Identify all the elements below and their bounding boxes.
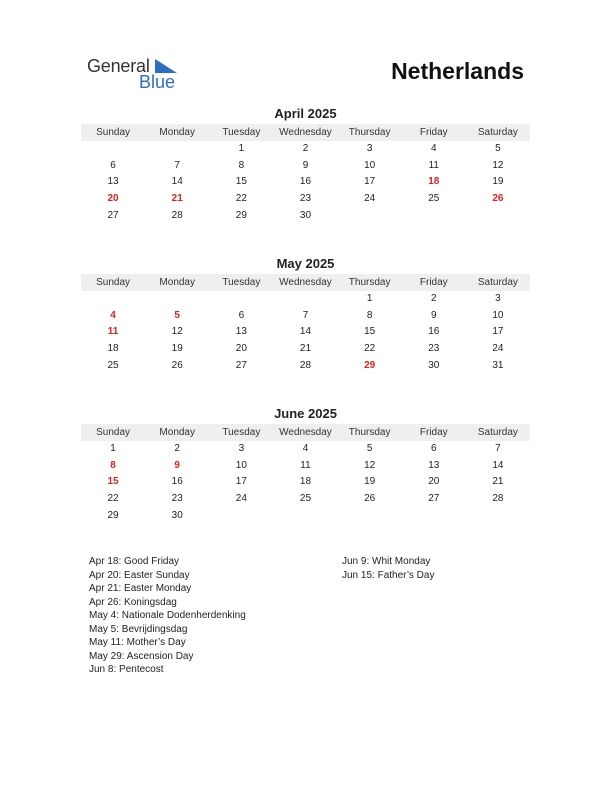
weekday-label: Friday: [419, 127, 448, 138]
day-cell: 17: [235, 476, 247, 488]
day-cell: 9: [302, 159, 309, 171]
day-cell: 16: [171, 476, 183, 488]
holiday-day-cell: 11: [107, 326, 119, 338]
month-calendar: [81, 106, 530, 224]
day-cell: 24: [492, 343, 504, 355]
holiday-day-cell: 9: [174, 459, 180, 471]
week-row: [81, 158, 530, 175]
week-row: [81, 491, 530, 508]
week-row: [81, 341, 530, 358]
day-cell: 2: [174, 443, 180, 454]
week-row: [81, 458, 530, 475]
day-cell: 18: [107, 343, 119, 355]
day-cell: [338, 208, 402, 225]
day-cell: [209, 291, 273, 308]
day-cell: 8: [366, 309, 373, 321]
day-cell: 24: [235, 493, 247, 505]
day-cell: 6: [110, 159, 116, 171]
day-cell: 28: [171, 209, 183, 221]
day-cell: [273, 291, 337, 308]
day-cell: 30: [299, 209, 312, 221]
day-cell: 28: [299, 359, 312, 371]
day-cell: 3: [238, 443, 245, 454]
day-cell: 23: [299, 193, 312, 205]
weekday-label: Sunday: [96, 427, 131, 438]
holiday-list-item: May 5: Bevrijdingsdag: [89, 623, 188, 635]
day-cell: 27: [428, 493, 440, 505]
weekday-label: Thursday: [348, 127, 391, 138]
week-row: [81, 191, 530, 208]
logo-text-blue: Blue: [139, 72, 176, 92]
country-title: Netherlands: [391, 58, 524, 84]
day-cell: 29: [107, 509, 119, 521]
day-cell: 23: [428, 343, 440, 355]
day-cell: 23: [171, 493, 183, 505]
holiday-list-item: Apr 21: Easter Monday: [89, 583, 192, 594]
day-cell: 10: [235, 459, 247, 471]
holiday-list-item: May 29: Ascension Day: [89, 650, 194, 662]
day-cell: 11: [300, 459, 311, 471]
week-row: [81, 141, 530, 158]
week-row: [81, 324, 530, 341]
day-cell: [402, 208, 466, 225]
day-cell: 1: [366, 293, 373, 304]
holiday-day-cell: 20: [107, 193, 119, 205]
day-cell: 16: [299, 176, 312, 188]
day-cell: [273, 508, 337, 525]
day-cell: 30: [171, 509, 183, 521]
day-cell: 9: [430, 309, 437, 321]
day-cell: 15: [235, 176, 247, 188]
holiday-list-item: Apr 18: Good Friday: [89, 556, 180, 567]
holiday-day-cell: 21: [171, 193, 183, 205]
weekday-label: Friday: [419, 277, 448, 288]
week-row: [81, 358, 530, 375]
weekday-label: Wednesday: [279, 277, 332, 288]
weekday-label: Tuesday: [222, 127, 261, 138]
day-cell: 7: [495, 443, 501, 454]
day-cell: 7: [302, 309, 309, 321]
holiday-list-item: Apr 26: Koningsdag: [89, 596, 177, 608]
holiday-day-cell: 18: [428, 176, 440, 188]
day-cell: 12: [492, 159, 504, 171]
holiday-list-item: May 4: Nationale Dodenherdenking: [89, 610, 246, 621]
day-cell: 6: [238, 309, 245, 321]
day-cell: [145, 141, 209, 158]
holiday-list-item: Jun 15: Father’s Day: [342, 569, 435, 581]
weekday-header: [81, 274, 530, 291]
weekday-label: Monday: [159, 277, 195, 288]
week-row: [81, 441, 530, 458]
weekday-label: Thursday: [348, 427, 391, 438]
day-cell: 29: [235, 209, 247, 221]
week-row: [81, 208, 530, 225]
day-cell: 28: [492, 493, 504, 505]
logo-text-general: General: [87, 56, 150, 76]
weekday-label: Wednesday: [279, 427, 332, 438]
day-cell: 2: [302, 143, 309, 154]
day-cell: 15: [364, 326, 376, 338]
month-title: May 2025: [276, 256, 335, 271]
weekday-label: Thursday: [348, 277, 391, 288]
day-cell: 17: [492, 326, 504, 338]
day-cell: 3: [495, 293, 501, 304]
day-cell: 25: [107, 359, 119, 371]
holiday-day-cell: 5: [174, 309, 180, 321]
weekday-label: Friday: [419, 427, 448, 438]
day-cell: [209, 508, 273, 525]
week-row: [81, 308, 530, 325]
day-cell: 19: [492, 176, 504, 188]
week-row: [81, 474, 530, 491]
day-cell: 22: [364, 343, 376, 355]
day-cell: 6: [430, 443, 437, 454]
weekday-label: Sunday: [96, 127, 131, 138]
day-cell: 13: [235, 326, 247, 338]
weekday-label: Saturday: [477, 427, 518, 438]
holiday-day-cell: 29: [364, 359, 376, 371]
day-cell: 21: [492, 476, 504, 488]
day-cell: 14: [492, 459, 504, 471]
day-cell: 5: [495, 143, 501, 154]
holiday-day-cell: 26: [492, 193, 504, 205]
day-cell: 20: [235, 343, 247, 355]
holiday-list-item: Apr 20: Easter Sunday: [89, 569, 190, 581]
day-cell: 30: [428, 359, 440, 371]
day-cell: 12: [364, 459, 376, 471]
week-row: [81, 174, 530, 191]
day-cell: 13: [428, 459, 440, 471]
month-title: June 2025: [274, 406, 337, 421]
day-cell: 4: [430, 143, 437, 154]
day-cell: [466, 508, 530, 525]
weekday-label: Saturday: [477, 127, 518, 138]
holiday-list-item: Jun 8: Pentecost: [89, 664, 164, 675]
weekday-label: Sunday: [96, 277, 131, 288]
day-cell: 25: [299, 493, 312, 505]
weekday-label: Wednesday: [279, 127, 332, 138]
day-cell: 3: [366, 143, 373, 154]
day-cell: 21: [299, 343, 312, 355]
day-cell: 20: [428, 476, 440, 488]
holiday-list-item: May 11: Mother’s Day: [89, 637, 186, 648]
holiday-day-cell: 4: [110, 309, 116, 321]
day-cell: 19: [171, 343, 183, 355]
day-cell: [81, 291, 145, 308]
day-cell: 2: [430, 293, 437, 304]
holiday-list-item: Jun 9: Whit Monday: [342, 556, 431, 567]
day-cell: 22: [107, 493, 119, 505]
month-title: April 2025: [274, 106, 337, 121]
day-cell: 13: [107, 176, 119, 188]
day-cell: 27: [235, 359, 247, 371]
day-cell: 18: [299, 476, 312, 488]
day-cell: 26: [171, 359, 183, 371]
day-cell: 1: [110, 443, 116, 454]
day-cell: 1: [238, 143, 245, 154]
day-cell: 24: [364, 193, 376, 205]
holiday-day-cell: 15: [107, 476, 119, 488]
day-cell: 22: [235, 193, 247, 205]
week-row: [81, 291, 530, 308]
weekday-label: Tuesday: [222, 427, 261, 438]
month-calendar: [81, 256, 530, 374]
day-cell: 31: [492, 359, 504, 371]
weekday-label: Monday: [159, 427, 195, 438]
day-cell: 10: [364, 159, 376, 171]
day-cell: 14: [171, 176, 183, 188]
holiday-day-cell: 8: [110, 459, 116, 471]
day-cell: 25: [428, 193, 440, 205]
weekday-header: [81, 124, 530, 141]
logo: [87, 56, 187, 92]
weekday-label: Tuesday: [222, 277, 261, 288]
weekday-label: Monday: [159, 127, 195, 138]
day-cell: [466, 208, 530, 225]
day-cell: 11: [428, 159, 439, 171]
day-cell: 27: [107, 209, 119, 221]
weekday-header: [81, 424, 530, 441]
day-cell: 17: [364, 176, 376, 188]
day-cell: [402, 508, 466, 525]
holiday-list-right: [342, 555, 434, 582]
holiday-list-left: [89, 555, 246, 677]
day-cell: [81, 141, 145, 158]
day-cell: 26: [364, 493, 376, 505]
day-cell: [338, 508, 402, 525]
day-cell: 7: [174, 159, 180, 171]
day-cell: 12: [171, 326, 183, 338]
day-cell: 16: [428, 326, 440, 338]
day-cell: 10: [492, 309, 504, 321]
weekday-label: Saturday: [477, 277, 518, 288]
day-cell: 14: [299, 326, 312, 338]
day-cell: 8: [238, 159, 245, 171]
day-cell: [145, 291, 209, 308]
week-row: [81, 508, 530, 525]
logo-triangle-icon: [155, 59, 177, 73]
month-calendar: [81, 406, 530, 524]
day-cell: 19: [364, 476, 376, 488]
day-cell: 5: [366, 443, 373, 454]
day-cell: 4: [302, 443, 309, 454]
